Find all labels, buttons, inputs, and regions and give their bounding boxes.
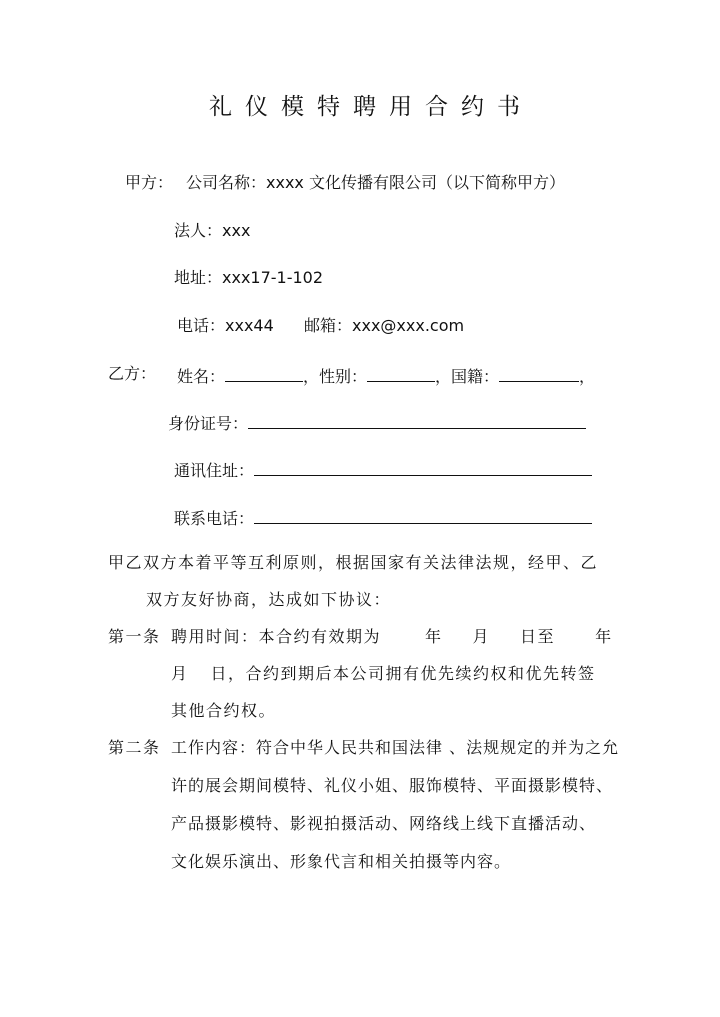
article-1-line-3: 其他合约权。 xyxy=(171,701,277,720)
nationality-blank xyxy=(499,364,579,382)
phone-blank xyxy=(254,506,592,524)
article-1-year-1: 年 xyxy=(425,627,443,646)
article-1-day-to: 日至 xyxy=(520,627,556,646)
party-a-company: 公司名称：xxxx 文化传播有限公司（以下简称甲方） xyxy=(186,173,565,192)
article-1-month-2: 月 xyxy=(171,664,189,683)
nationality-label: ，国籍： xyxy=(435,367,500,386)
article-1-year-2: 年 xyxy=(595,627,613,646)
phone-label: 联系电话： xyxy=(174,509,255,528)
trailing-comma: ， xyxy=(579,367,596,386)
article-1-month-1: 月 xyxy=(472,627,491,646)
gender-blank xyxy=(367,364,435,382)
party-b-id-row xyxy=(168,411,586,434)
article-2-heading: 第二条 xyxy=(108,738,161,757)
article-1-renewal-text: 日，合约到期后本公司拥有优先续约权和优先转签 xyxy=(210,664,596,683)
party-a-label: 甲方： xyxy=(125,173,174,192)
address-label: 通讯住址： xyxy=(174,461,255,480)
id-blank xyxy=(248,411,586,429)
article-1-line-2 xyxy=(171,664,596,684)
party-a-phone: 电话：xxx44 xyxy=(177,316,274,335)
article-1-heading: 第一条 xyxy=(108,627,161,646)
party-a-address: 地址：xxx17-1-102 xyxy=(174,268,324,287)
intro-line-2: 双方友好协商，达成如下协议： xyxy=(146,590,392,609)
party-b-basic-info xyxy=(177,364,595,387)
intro-line-1: 甲乙双方本着平等互利原则，根据国家有关法律法规，经甲、乙 xyxy=(108,553,599,572)
article-2-line-4: 文化娱乐演出、形象代言和相关拍摄等内容。 xyxy=(171,852,512,871)
party-a-legal-rep: 法人：xxx xyxy=(174,221,251,240)
gender-label: ，性别： xyxy=(303,367,368,386)
party-b-address-row xyxy=(174,458,592,481)
article-2-line-1: 工作内容：符合中华人民共和国法律 、法规规定的并为之允 xyxy=(171,738,620,757)
address-blank xyxy=(254,458,592,476)
party-b-label: 乙方： xyxy=(108,364,157,383)
article-1-term-text: 聘用时间：本合约有效期为 xyxy=(171,627,382,646)
party-a-email: 邮箱：xxx@xxx.com xyxy=(304,316,465,335)
article-2-line-2: 许的展会期间模特、礼仪小姐、服饰模特、平面摄影模特、 xyxy=(171,776,614,795)
party-b-phone-row xyxy=(174,506,592,529)
id-label: 身份证号： xyxy=(168,414,249,433)
article-2-line-3: 产品摄影模特、影视拍摄活动、网络线上线下直播活动、 xyxy=(171,814,597,833)
name-blank xyxy=(225,364,303,382)
document-title: 礼仪模特聘用合约书 xyxy=(209,94,533,120)
article-1-line-1 xyxy=(171,627,613,647)
name-label: 姓名： xyxy=(177,367,226,386)
